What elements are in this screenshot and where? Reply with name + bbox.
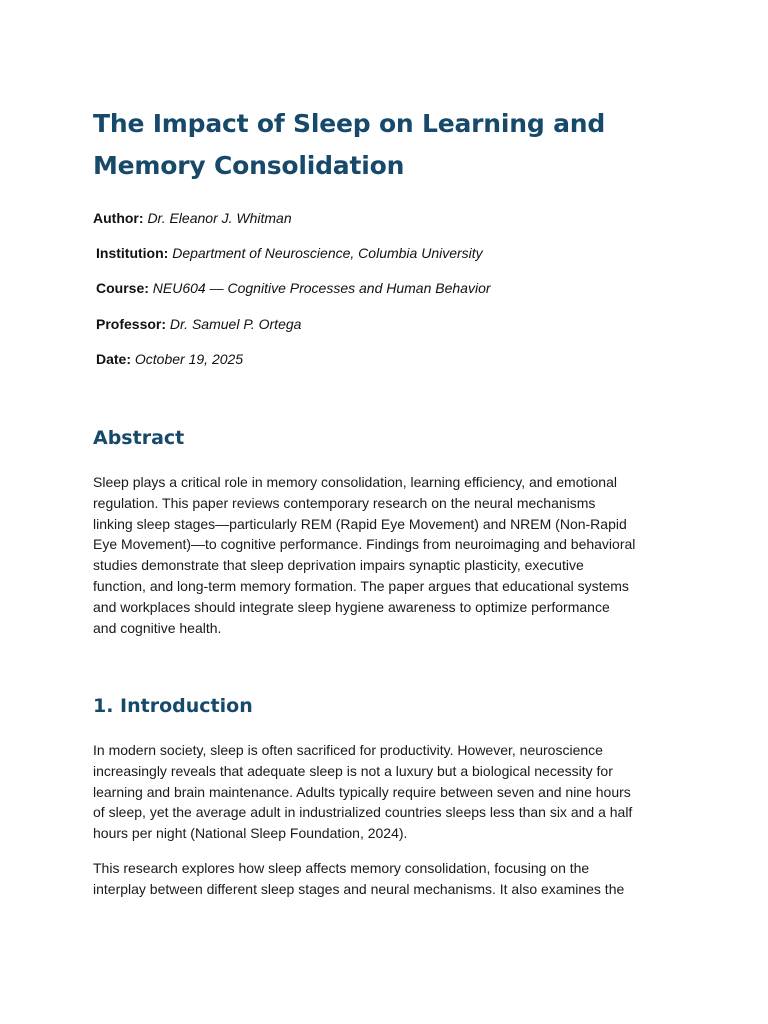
abstract-line: and cognitive health. — [93, 619, 222, 636]
introduction-paragraph-1 — [93, 740, 683, 844]
meta-author-label: Author: — [93, 210, 144, 226]
meta-author — [93, 209, 292, 227]
intro-line: learning and brain maintenance. Adults typically require between seven and nine hours — [93, 783, 631, 800]
abstract-line: linking sleep stages—particularly REM (Rapid Eye Movement) and NREM (Non-Rapid — [93, 515, 627, 532]
intro-line: hours per night (National Sleep Foundation, 2024). — [93, 825, 408, 842]
intro-line: increasingly reveals that adequate sleep is not a luxury but a biological necessity for — [93, 762, 613, 779]
meta-professor-label: Professor: — [96, 316, 167, 332]
meta-date-value: October 19, 2025 — [134, 351, 244, 367]
title-line-1: The Impact of Sleep on Learning and — [93, 109, 606, 138]
intro-line: In modern society, sleep is often sacrificed for productivity. However, neuroscience — [93, 742, 603, 758]
intro-line: of sleep, yet the average adult in industrialized countries sleeps less than six and a half — [93, 804, 633, 821]
intro-line: This research explores how sleep affects memory consolidation, focusing on the — [93, 860, 590, 876]
abstract-line: Sleep plays a critical role in memory consolidation, learning efficiency, and emotional — [93, 474, 617, 490]
paper-title — [93, 103, 693, 187]
abstract-heading: Abstract — [93, 427, 185, 449]
abstract-line: function, and long-term memory formation. The paper argues that educational systems — [93, 577, 629, 594]
abstract-line: regulation. This paper reviews contemporary research on the neural mechanisms — [93, 494, 596, 511]
meta-professor — [96, 315, 301, 333]
meta-institution — [96, 244, 483, 262]
abstract-paragraph — [93, 472, 683, 638]
abstract-line: Eye Movement)—to cognitive performance. Findings from neuroimaging and behavioral — [93, 536, 636, 553]
meta-institution-value: Department of Neuroscience, Columbia University — [172, 245, 483, 261]
meta-author-value: Dr. Eleanor J. Whitman — [147, 210, 292, 226]
abstract-line: studies demonstrate that sleep deprivation impairs synaptic plasticity, executive — [93, 557, 584, 574]
meta-professor-value: Dr. Samuel P. Ortega — [169, 316, 302, 332]
meta-date-label: Date: — [96, 351, 132, 367]
meta-course — [96, 279, 491, 297]
meta-date — [96, 350, 243, 368]
meta-institution-label: Institution: — [96, 245, 169, 261]
title-line-2: Memory Consolidation — [93, 151, 405, 180]
meta-course-value: NEU604 — Cognitive Processes and Human Behavior — [152, 280, 491, 296]
introduction-paragraph-2 — [93, 858, 683, 900]
meta-course-label: Course: — [96, 280, 149, 296]
abstract-line: and workplaces should integrate sleep hygiene awareness to optimize performance — [93, 598, 610, 615]
intro-line: interplay between different sleep stages and neural mechanisms. It also examines the — [93, 880, 625, 897]
introduction-heading: 1. Introduction — [93, 695, 253, 717]
